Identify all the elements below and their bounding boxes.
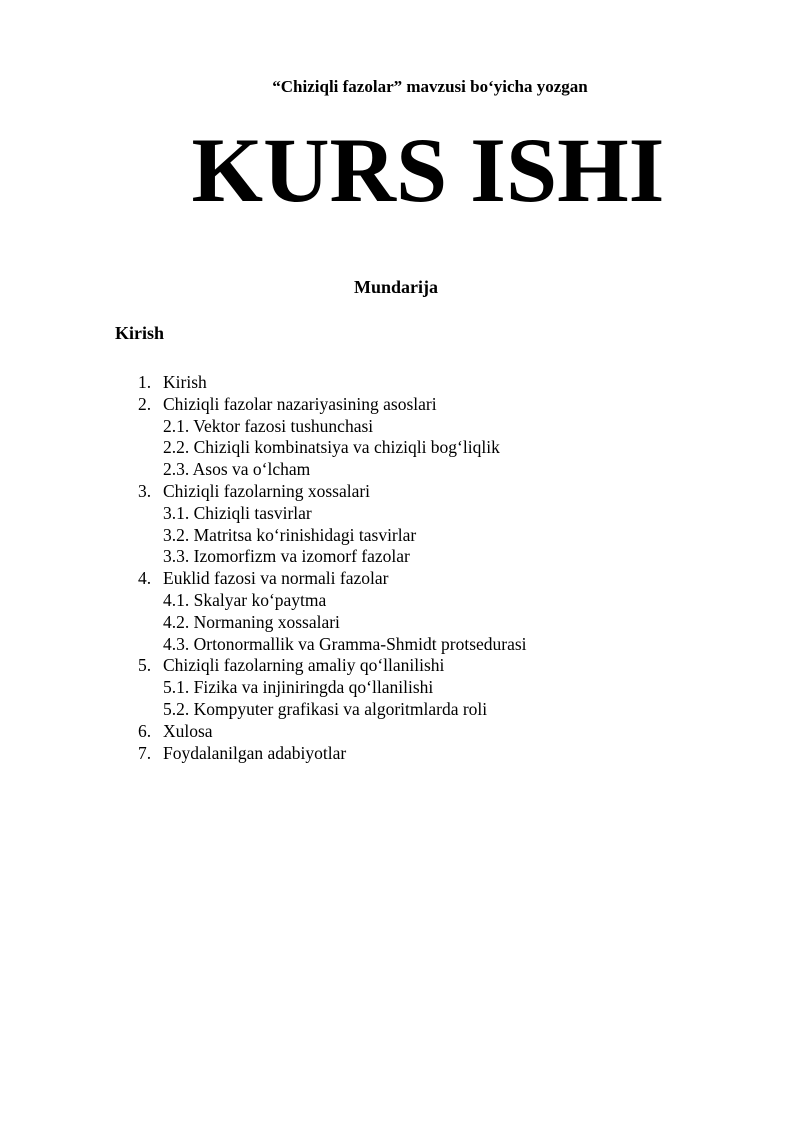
toc-item-number: 3. [138, 480, 152, 501]
toc-subitem-4-3 [0, 634, 800, 656]
toc-item-label: Chiziqli fazolarning amaliy qo‘llanilishi [163, 655, 445, 676]
toc-subitem-2-2 [0, 437, 800, 459]
toc-item-number: 5. [138, 655, 152, 676]
toc-item-1 [0, 372, 800, 394]
toc-item-number: 7. [138, 742, 152, 763]
toc-item-number: 4. [138, 568, 152, 589]
toc-subitem-3-2 [0, 525, 800, 547]
toc-subitem-label: 3.2. Matritsa ko‘rinishidagi tasvirlar [163, 524, 417, 545]
toc-subitem-label: 3.1. Chiziqli tasvirlar [163, 502, 312, 523]
toc-item-7 [0, 743, 800, 765]
toc-item-2 [0, 394, 800, 416]
toc-item-number: 1. [138, 372, 152, 392]
toc-item-label: Kirish [163, 372, 207, 392]
toc-item-number: 6. [138, 720, 152, 741]
toc-subitem-label: 3.3. Izomorfizm va izomorf fazolar [163, 546, 410, 567]
toc-item-label: Chiziqli fazolarning xossalari [163, 480, 371, 501]
toc-subitem-label: 4.1. Skalyar ko‘paytma [163, 589, 327, 610]
toc-subitem-label: 2.2. Chiziqli kombinatsiya va chiziqli bog‘liqlik [163, 437, 500, 458]
toc-subitem-4-1 [0, 590, 800, 612]
toc-subitem-2-1 [0, 416, 800, 438]
toc-subitem-3-3 [0, 546, 800, 568]
toc-subitem-label: 2.1. Vektor fazosi tushunchasi [163, 415, 374, 436]
toc-subitem-label: 4.2. Normaning xossalari [163, 611, 340, 632]
toc-item-5 [0, 655, 800, 677]
toc-subitem-2-3 [0, 459, 800, 481]
toc-item-label: Euklid fazosi va normali fazolar [163, 568, 389, 589]
toc-item-6 [0, 721, 800, 743]
document-title: KURS ISHI [191, 119, 665, 221]
document-subtitle: “Chiziqli fazolar” mavzusi bo‘yicha yozgan [272, 77, 588, 96]
table-of-contents [0, 372, 800, 764]
toc-item-label: Chiziqli fazolar nazariyasining asoslari [163, 393, 437, 414]
toc-item-label: Xulosa [163, 720, 213, 741]
intro-heading: Kirish [115, 323, 165, 343]
toc-subitem-5-2 [0, 699, 800, 721]
toc-subitem-label: 5.2. Kompyuter grafikasi va algoritmlarda roli [163, 698, 488, 719]
toc-item-3 [0, 481, 800, 503]
toc-item-label: Foydalanilgan adabiyotlar [163, 742, 347, 763]
toc-item-number: 2. [138, 393, 152, 414]
toc-subitem-label: 5.1. Fizika va injiniringda qo‘llanilishi [163, 677, 434, 698]
toc-subitem-3-1 [0, 503, 800, 525]
toc-subitem-4-2 [0, 612, 800, 634]
toc-item-4 [0, 568, 800, 590]
toc-subitem-label: 2.3. Asos va o‘lcham [163, 459, 311, 480]
toc-heading: Mundarija [353, 277, 438, 297]
toc-subitem-5-1 [0, 677, 800, 699]
toc-subitem-label: 4.3. Ortonormallik va Gramma-Shmidt protsedurasi [163, 633, 527, 654]
